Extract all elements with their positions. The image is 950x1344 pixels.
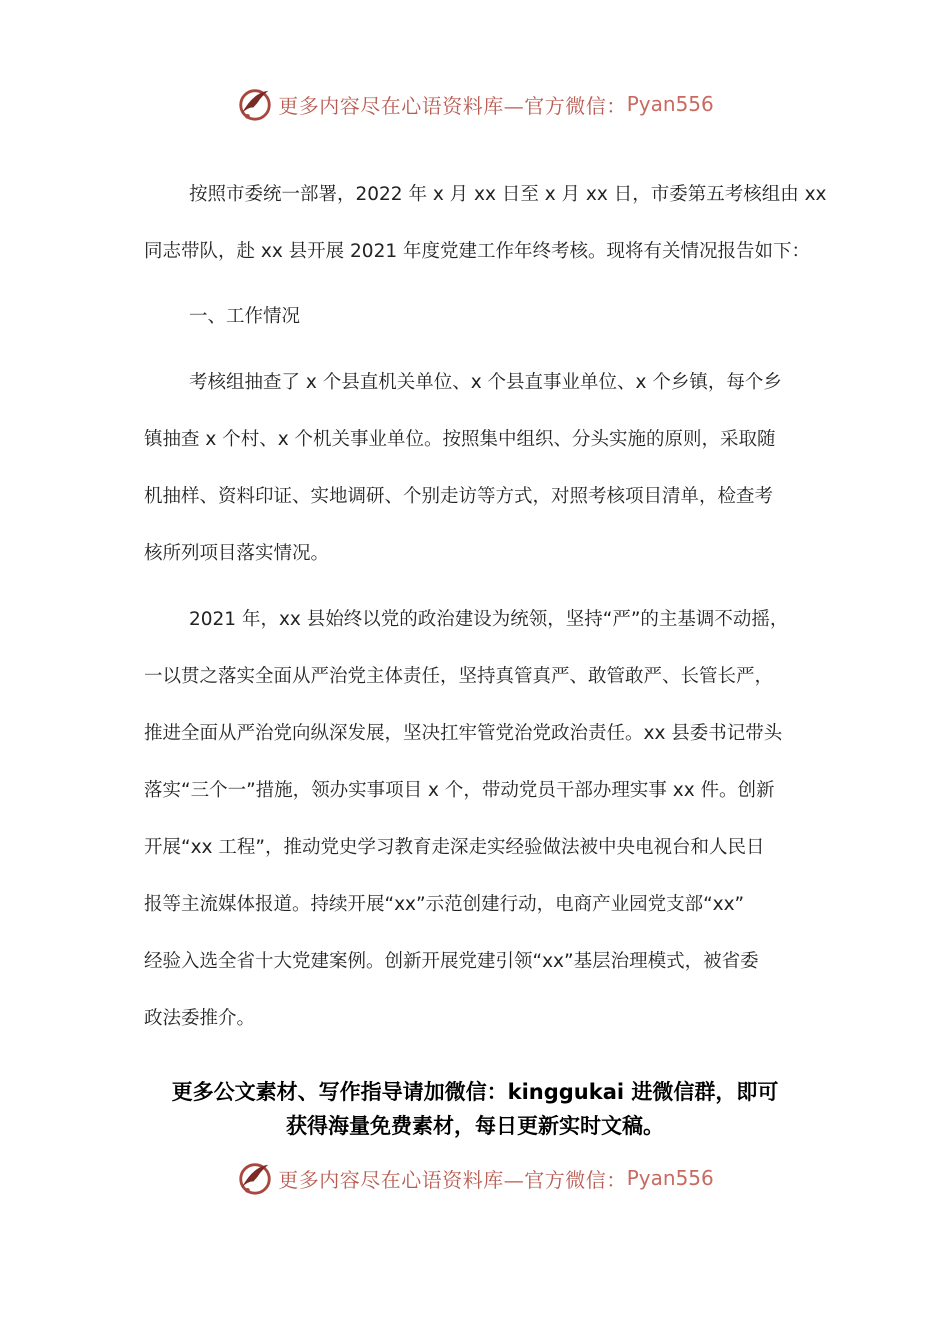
paragraph-line: 报等主流媒体报道。持续开展“xx”示范创建行动，电商产业园党支部“xx” <box>144 894 745 915</box>
paragraph-line: 政法委推介。 <box>144 1008 256 1029</box>
promo-line-1: 更多公文素材、写作指导请加微信：kinggukai 进微信群，即可 <box>171 1080 779 1104</box>
watermark-text: 更多内容尽在心语资料库—官方微信： <box>278 93 627 118</box>
footer-watermark <box>0 1158 950 1198</box>
header-watermark <box>0 84 950 124</box>
section-heading: 一、工作情况 <box>189 306 301 327</box>
paragraph-line: 经验入选全省十大党建案例。创新开展党建引领“xx”基层治理模式，被省委 <box>144 951 759 972</box>
paragraph-line: 镇抽查 x 个村、x 个机关事业单位。按照集中组织、分头实施的原则，采取随 <box>144 429 776 450</box>
paragraph-line: 推进全面从严治党向纵深发展，坚决扛牢管党治党政治责任。xx 县委书记带头 <box>144 723 783 744</box>
brand-logo-icon <box>236 85 274 123</box>
watermark-wechat-id: Pyan556 <box>626 1166 714 1190</box>
paragraph-line: 一以贯之落实全面从严治党主体责任，坚持真管真严、敢管敢严、长管长严， <box>144 666 774 687</box>
promo-line-2: 获得海量免费素材，每日更新实时文稿。 <box>286 1114 664 1138</box>
brand-logo-icon <box>236 1159 274 1197</box>
watermark-wechat-id: Pyan556 <box>626 92 714 116</box>
paragraph-line: 落实“三个一”措施，领办实事项目 x 个，带动党员干部办理实事 xx 件。创新 <box>144 780 775 801</box>
paragraph-line: 考核组抽查了 x 个县直机关单位、x 个县直事业单位、x 个乡镇，每个乡 <box>189 372 782 393</box>
paragraph-line: 2021 年，xx 县始终以党的政治建设为统领，坚持“严”的主基调不动摇， <box>189 609 789 630</box>
paragraph-line: 开展“xx 工程”，推动党史学习教育走深走实经验做法被中央电视台和人民日 <box>144 837 765 858</box>
watermark-text: 更多内容尽在心语资料库—官方微信： <box>278 1167 627 1192</box>
paragraph-line: 核所列项目落实情况。 <box>144 543 330 564</box>
paragraph-line: 按照市委统一部署，2022 年 x 月 xx 日至 x 月 xx 日，市委第五考核组由 xx <box>189 184 827 205</box>
paragraph-line: 机抽样、资料印证、实地调研、个别走访等方式，对照考核项目清单，检查考 <box>144 486 774 507</box>
paragraph-line: 同志带队，赴 xx 县开展 2021 年度党建工作年终考核。现将有关情况报告如下： <box>144 241 811 262</box>
